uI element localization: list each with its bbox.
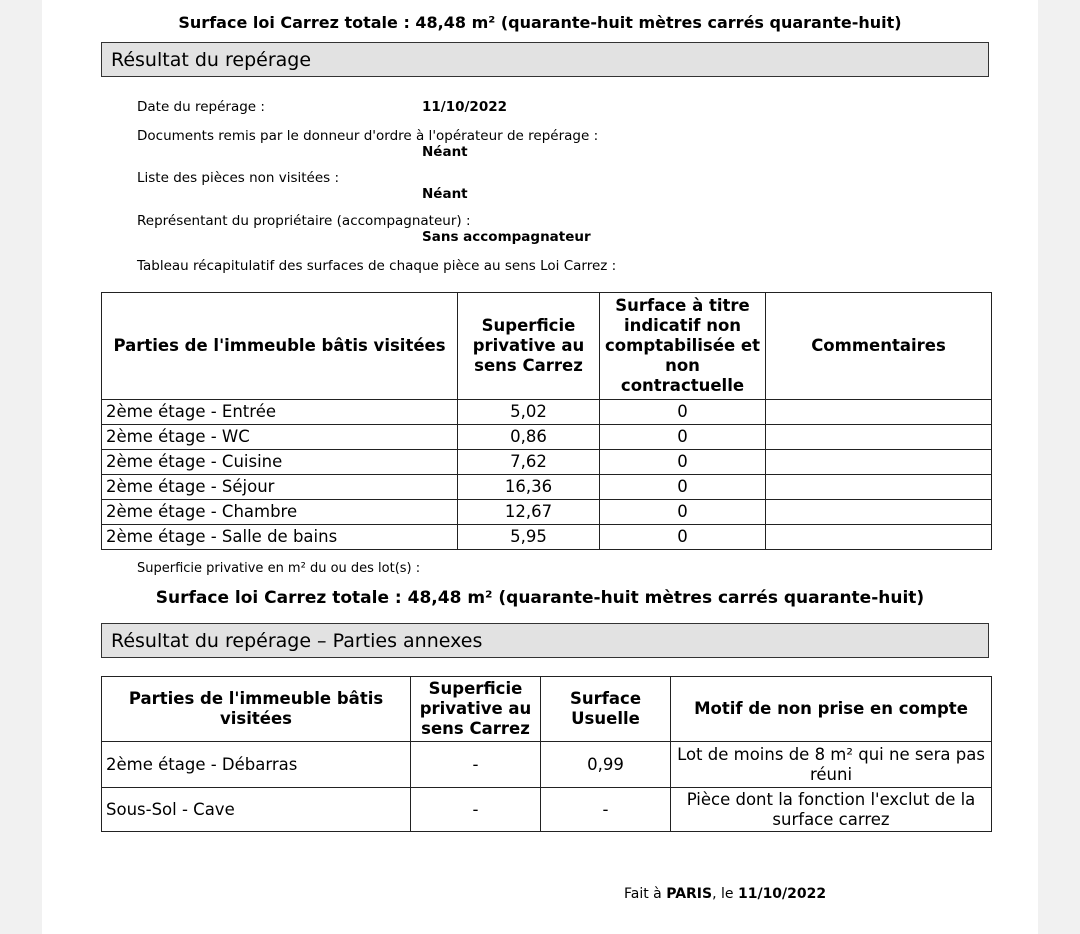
footer-city: PARIS (666, 886, 713, 902)
cell-indicatif: 0 (600, 500, 766, 525)
pieces-value: Néant (422, 186, 468, 202)
cell-motif: Lot de moins de 8 m² qui ne sera pas réuni (671, 742, 992, 788)
table-header-row (102, 293, 992, 400)
cell-commentaire (766, 400, 992, 425)
document-page (42, 0, 1038, 934)
section-header-resultat: Résultat du repérage (101, 42, 989, 77)
superficie-label: Superficie privative en m² du ou des lot(s) : (137, 561, 421, 576)
cell-piece: 2ème étage - Chambre (102, 500, 458, 525)
cell-commentaire (766, 425, 992, 450)
table-row (102, 525, 992, 550)
column-header: Surface à titre indicatif non comptabilisée et non contractuelle (600, 293, 766, 400)
cell-indicatif: 0 (600, 450, 766, 475)
cell-indicatif: 0 (600, 425, 766, 450)
cell-usuelle: 0,99 (541, 742, 671, 788)
tableau-label: Tableau récapitulatif des surfaces de chaque pièce au sens Loi Carrez : (137, 258, 617, 274)
date-value: 11/10/2022 (422, 99, 508, 115)
cell-usuelle: - (541, 788, 671, 832)
cell-indicatif: 0 (600, 525, 766, 550)
cell-superficie: - (411, 742, 541, 788)
table-row (102, 742, 992, 788)
representant-label: Représentant du propriétaire (accompagnateur) : (137, 213, 471, 229)
column-header: Superficie privative au sens Carrez (458, 293, 600, 400)
table-row (102, 788, 992, 832)
cell-superficie: 12,67 (458, 500, 600, 525)
cell-commentaire (766, 525, 992, 550)
cell-piece: 2ème étage - Cuisine (102, 450, 458, 475)
documents-label: Documents remis par le donneur d'ordre à l'opérateur de repérage : (137, 128, 599, 144)
column-header: Parties de l'immeuble bâtis visitées (102, 677, 411, 742)
cell-piece: 2ème étage - Séjour (102, 475, 458, 500)
column-header: Surface Usuelle (541, 677, 671, 742)
table-row (102, 500, 992, 525)
cell-piece: 2ème étage - Débarras (102, 742, 411, 788)
cell-superficie: - (411, 788, 541, 832)
cell-superficie: 16,36 (458, 475, 600, 500)
annexes-table (101, 676, 992, 832)
cell-superficie: 5,95 (458, 525, 600, 550)
cell-piece: 2ème étage - WC (102, 425, 458, 450)
column-header: Commentaires (766, 293, 992, 400)
column-header: Motif de non prise en compte (671, 677, 992, 742)
pieces-label: Liste des pièces non visitées : (137, 170, 340, 186)
section-header-annexes: Résultat du repérage – Parties annexes (101, 623, 989, 658)
summary-top: Surface loi Carrez totale : 48,48 m² (quarante-huit mètres carrés quarante-huit) (178, 13, 902, 32)
table-row (102, 400, 992, 425)
table-row (102, 475, 992, 500)
signature-line (624, 886, 826, 902)
cell-commentaire (766, 450, 992, 475)
table-row (102, 425, 992, 450)
cell-piece: Sous-Sol - Cave (102, 788, 411, 832)
date-label: Date du repérage : (137, 99, 265, 115)
summary-total: Surface loi Carrez totale : 48,48 m² (quarante-huit mètres carrés quarante-huit) (155, 588, 925, 608)
cell-indicatif: 0 (600, 400, 766, 425)
cell-superficie: 5,02 (458, 400, 600, 425)
representant-value: Sans accompagnateur (422, 229, 591, 245)
footer-prefix: Fait à (624, 886, 667, 902)
cell-piece: 2ème étage - Salle de bains (102, 525, 458, 550)
footer-date: 11/10/2022 (737, 886, 827, 902)
cell-commentaire (766, 475, 992, 500)
cell-piece: 2ème étage - Entrée (102, 400, 458, 425)
cell-superficie: 7,62 (458, 450, 600, 475)
column-header: Superficie privative au sens Carrez (411, 677, 541, 742)
carrez-table (101, 292, 992, 550)
column-header: Parties de l'immeuble bâtis visitées (102, 293, 458, 400)
cell-superficie: 0,86 (458, 425, 600, 450)
table-row (102, 450, 992, 475)
documents-value: Néant (422, 144, 468, 160)
cell-motif: Pièce dont la fonction l'exclut de la surface carrez (671, 788, 992, 832)
table-header-row (102, 677, 992, 742)
footer-middle: , le (712, 886, 738, 902)
cell-indicatif: 0 (600, 475, 766, 500)
cell-commentaire (766, 500, 992, 525)
